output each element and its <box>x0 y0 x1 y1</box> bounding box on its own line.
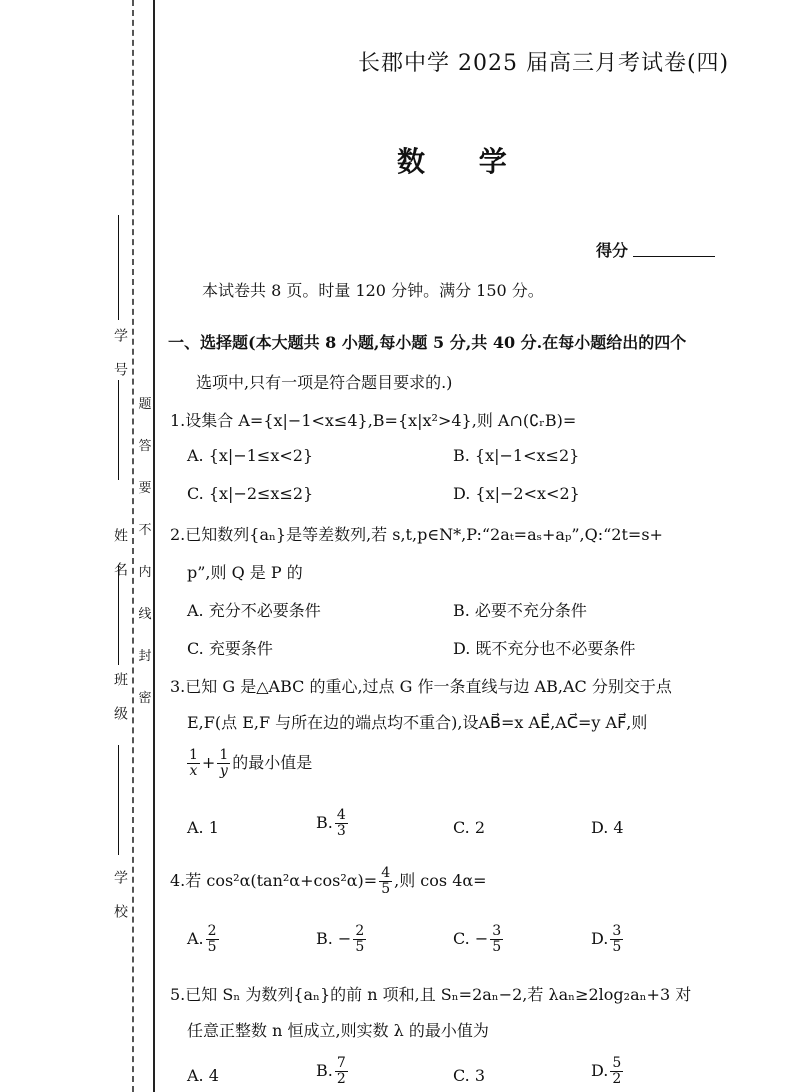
score-label: 得分 <box>596 241 629 260</box>
seal-char: 题 <box>138 397 152 412</box>
question-1-stem: 1.设集合 A={x|−1<x≤4},B={x|x²>4},则 A∩(∁ᵣB)= <box>170 411 577 430</box>
seal-char: 不 <box>138 523 152 538</box>
section-heading-cont: 选项中,只有一项是符合题目要求的.) <box>196 373 453 392</box>
question-2-line2: p”,则 Q 是 P 的 <box>187 563 303 582</box>
seal-char: 封 <box>138 649 152 664</box>
name-label: 姓 名 <box>112 528 128 578</box>
intro-text: 本试卷共 8 页。时量 120 分钟。满分 150 分。 <box>202 281 544 300</box>
q3-option-c: C. 2 <box>453 818 486 837</box>
seal-char: 要 <box>138 481 152 496</box>
question-3-suffix: 的最小值是 <box>232 753 313 772</box>
seal-char: 答 <box>138 439 152 454</box>
fraction-1-over-y: $\frac{1}{y}$ <box>219 747 229 779</box>
q3-option-b: B. $\frac{4}{3}$ <box>316 807 346 839</box>
question-3-line1: 3.已知 G 是△ABC 的重心,过点 G 作一条直线与边 AB,AC 分别交于点 <box>170 677 672 696</box>
q4-option-d: D. $\frac{3}{5}$ <box>591 923 622 955</box>
q3-option-a: A. 1 <box>187 818 219 837</box>
exam-title: 长郡中学 2025 届高三月考试卷(四) <box>358 51 730 76</box>
seal-char: 线 <box>138 607 152 622</box>
question-5-line2: 任意正整数 n 恒成立,则实数 λ 的最小值为 <box>187 1021 489 1040</box>
q1-option-c: C. {x|−2≤x≤2} <box>187 484 314 503</box>
section-heading: 一、选择题(本大题共 8 小题,每小题 5 分,共 40 分.在每小题给出的四个 <box>168 333 687 352</box>
q4-option-b: B. − $\frac{2}{5}$ <box>316 923 365 955</box>
subject-title: 数 学 <box>397 145 529 178</box>
seal-char: 密 <box>138 691 152 706</box>
class-line <box>118 565 119 665</box>
q5-option-c: C. 3 <box>453 1066 486 1085</box>
seal-char: 内 <box>138 565 152 580</box>
q1-option-d: D. {x|−2<x<2} <box>453 484 580 503</box>
question-2-line1: 2.已知数列{aₙ}是等差数列,若 s,t,p∈N*,P:“2aₜ=aₛ+aₚ”,Q:“2t=s+ <box>170 525 663 544</box>
question-5-line1: 5.已知 Sₙ 为数列{aₙ}的前 n 项和,且 Sₙ=2aₙ−2,若 λaₙ≥2log₂aₙ+3 对 <box>170 985 692 1004</box>
q2-option-a: A. 充分不必要条件 <box>187 601 321 620</box>
class-label: 班 级 <box>112 672 128 722</box>
question-3-line3: $\frac{1}{x}$ + $\frac{1}{y}$ 的最小值是 <box>189 747 313 779</box>
q2-option-b: B. 必要不充分条件 <box>453 601 587 620</box>
q4-option-a: A. $\frac{2}{5}$ <box>187 923 217 955</box>
q5-option-b: B. $\frac{7}{2}$ <box>316 1055 346 1087</box>
score-blank <box>633 256 715 257</box>
school-label: 学 校 <box>112 870 128 920</box>
q4-option-c: C. − $\frac{3}{5}$ <box>453 923 502 955</box>
q5-option-d: D. $\frac{5}{2}$ <box>591 1055 622 1087</box>
dashed-binding-line <box>132 0 134 1092</box>
fraction-1-over-x: $\frac{1}{x}$ <box>189 747 198 779</box>
school-line <box>118 745 119 855</box>
q3-option-d: D. 4 <box>591 818 624 837</box>
q2-option-c: C. 充要条件 <box>187 639 273 658</box>
name-line <box>118 380 119 480</box>
q1-option-b: B. {x|−1<x≤2} <box>453 446 580 465</box>
q2-option-d: D. 既不充分也不必要条件 <box>453 639 636 658</box>
student-id-label: 学 号 <box>112 328 128 378</box>
solid-binding-line <box>153 0 155 1092</box>
q1-option-a: A. {x|−1≤x<2} <box>187 446 314 465</box>
q5-option-a: A. 4 <box>187 1066 219 1085</box>
question-3-line2: E,F(点 E,F 与所在边的端点均不重合),设AB⃗=x AE⃗,AC⃗=y AF⃗,则 <box>187 713 648 732</box>
question-4-stem: 4.若 cos²α(tan²α+cos²α)= $\frac{4}{5}$ ,则 cos 4α= <box>170 865 487 897</box>
id-number-line <box>118 215 119 320</box>
